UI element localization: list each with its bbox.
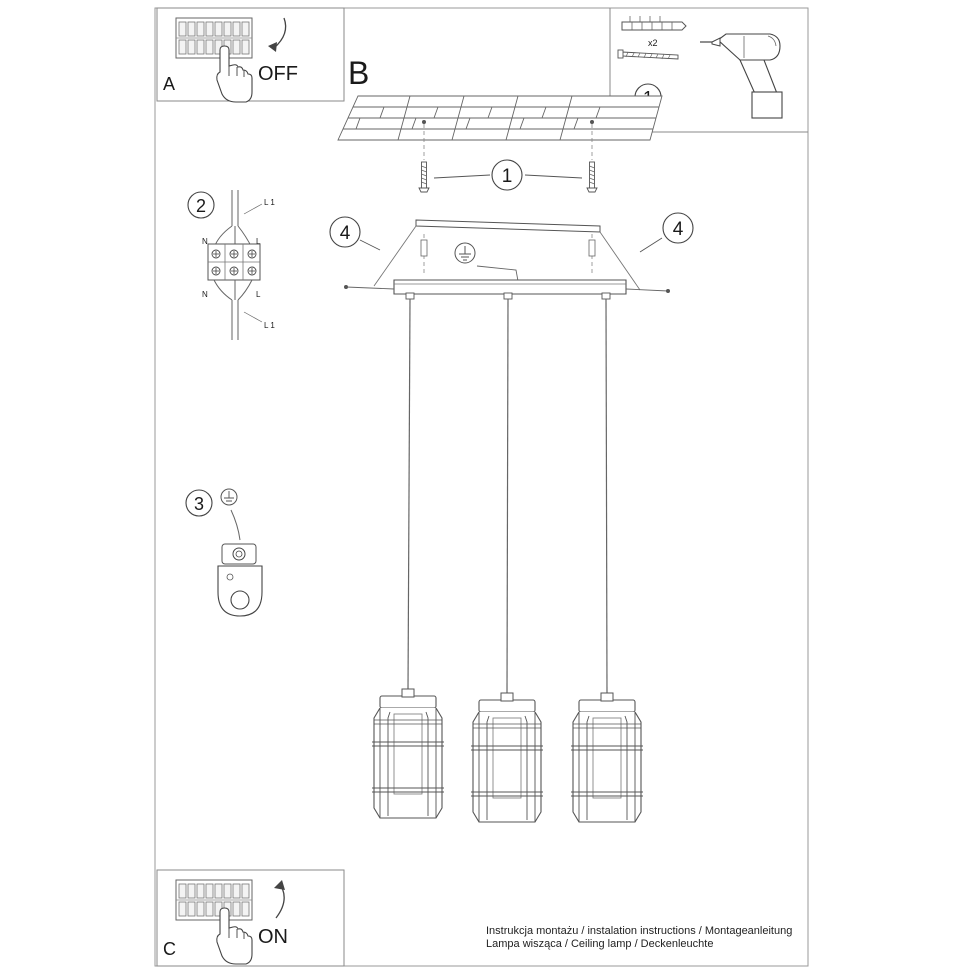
panel-b: [330, 55, 693, 822]
switch-panel-icon: [176, 18, 252, 58]
screw-quantity: x2: [648, 38, 658, 48]
panel-c: [157, 870, 344, 966]
cage-lampshade-icon: [372, 689, 444, 818]
panel-c-letter: C: [163, 939, 176, 959]
wiring-diagram: [188, 190, 275, 340]
step-3-label: 3: [193, 494, 205, 514]
ground-symbol-icon: [455, 243, 518, 281]
ceiling-icon: [338, 96, 662, 140]
grounding-detail: [186, 489, 262, 616]
step-4-right: 4: [672, 219, 684, 240]
screw-icon: [618, 50, 678, 59]
drill-icon: [700, 34, 782, 118]
terminal-block-icon: [208, 244, 260, 280]
cage-lampshade-icon: [471, 693, 543, 822]
footer-line-1: Instrukcja montażu / instalation instructions / Montageanleitung: [486, 925, 793, 937]
step-2-label: 2: [195, 196, 207, 216]
cage-lampshade-icon: [571, 693, 643, 822]
panel-c-action: ON: [258, 926, 288, 948]
panel-a-action: OFF: [258, 63, 298, 85]
screw-icon: [419, 162, 429, 192]
switch-panel-icon: [176, 880, 252, 920]
wire-n-top: N: [202, 237, 208, 246]
panel-b-letter: B: [348, 55, 370, 91]
wire-l1-bottom: L 1: [264, 321, 275, 330]
wire-l-bottom: L: [256, 290, 261, 299]
wire-l1-top: L 1: [264, 198, 275, 207]
step-1-anchor: 1: [501, 166, 513, 187]
screw-icon: [587, 162, 597, 192]
wall-plug-icon: [622, 16, 686, 30]
canopy-bar: [344, 280, 670, 299]
step-4-left: 4: [339, 223, 351, 244]
wire-l-top: L: [256, 237, 261, 246]
suspension-cables: [408, 299, 607, 694]
wire-n-bottom: N: [202, 290, 208, 299]
panel-a: [157, 8, 344, 102]
ground-symbol-icon: [221, 489, 237, 505]
footer-line-2: Lampa wisząca / Ceiling lamp / Deckenleuchte: [486, 938, 714, 950]
panel-a-letter: A: [163, 74, 176, 94]
